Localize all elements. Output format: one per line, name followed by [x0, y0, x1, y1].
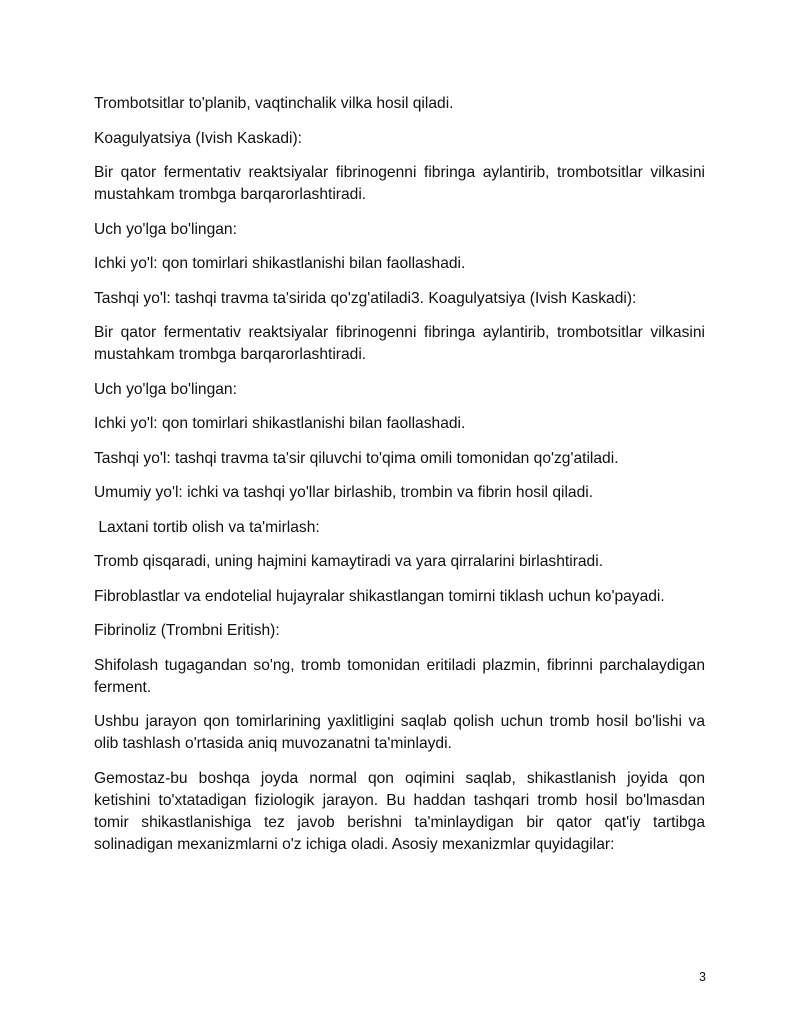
paragraph: Uch yo'lga bo'lingan:: [94, 220, 237, 238]
paragraph: Gemostaz-bu boshqa joyda normal qon oqimini saqlab, shikastlanish joyida qon ketishini to'xtatadigan fiziologik jarayon. Bu haddan tashqari tromb hosil bo'lmasdan tomir shikastlanishiga tez javob berishni ta'minlaydigan bir qator qat'iy tartibga solinadigan mexanizmlarni o'z ichiga oladi. Asosiy mexanizmlar quyidagilar:: [94, 769, 705, 853]
paragraph: Ichki yo'l: qon tomirlari shikastlanishi bilan faollashadi.: [94, 255, 466, 272]
paragraph: Shifolash tugagandan so'ng, tromb tomonidan eritiladi plazmin, fibrinni parchalaydigan ferment.: [94, 656, 705, 696]
paragraph: Bir qator fermentativ reaktsiyalar fibrinogenni fibringa aylantirib, trombotsitlar vilkasini mustahkam trombga barqarorlashtiradi.: [94, 164, 705, 203]
page-body: [94, 93, 705, 868]
paragraph: Ichki yo'l: qon tomirlari shikastlanishi bilan faollashadi.: [94, 415, 466, 432]
paragraph: Ushbu jarayon qon tomirlarining yaxlitligini saqlab qolish uchun tromb hosil bo'lishi va olib tashlash o'rtasida aniq muvozanatni ta'minlaydi.: [94, 713, 705, 752]
paragraph: Trombotsitlar to'planib, vaqtinchalik vilka hosil qiladi.: [94, 95, 454, 112]
paragraph: Koagulyatsiya (Ivish Kaskadi):: [94, 129, 303, 147]
paragraph: Tashqi yo'l: tashqi travma ta'sir qiluvchi to'qima omili tomonidan qo'zg'atiladi.: [94, 449, 619, 467]
paragraph: Tashqi yo'l: tashqi travma ta'sirida qo'zg'atiladi3. Koagulyatsiya (Ivish Kaskadi):: [94, 289, 637, 307]
paragraph: Tromb qisqaradi, uning hajmini kamaytiradi va yara qirralarini birlashtiradi.: [94, 553, 604, 570]
paragraph: Bir qator fermentativ reaktsiyalar fibrinogenni fibringa aylantirib, trombotsitlar vilkasini mustahkam trombga barqarorlashtiradi.: [94, 324, 705, 363]
paragraph: Uch yo'lga bo'lingan:: [94, 380, 237, 398]
paragraph: Umumiy yo'l: ichki va tashqi yo'llar birlashib, trombin va fibrin hosil qiladi.: [94, 484, 594, 501]
page-number: 3: [699, 970, 706, 984]
paragraph: Laxtani tortib olish va ta'mirlash:: [94, 518, 320, 536]
paragraph: Fibrinoliz (Trombni Eritish):: [94, 622, 280, 639]
paragraph: Fibroblastlar va endotelial hujayralar shikastlangan tomirni tiklash uchun ko'payadi.: [94, 587, 665, 605]
